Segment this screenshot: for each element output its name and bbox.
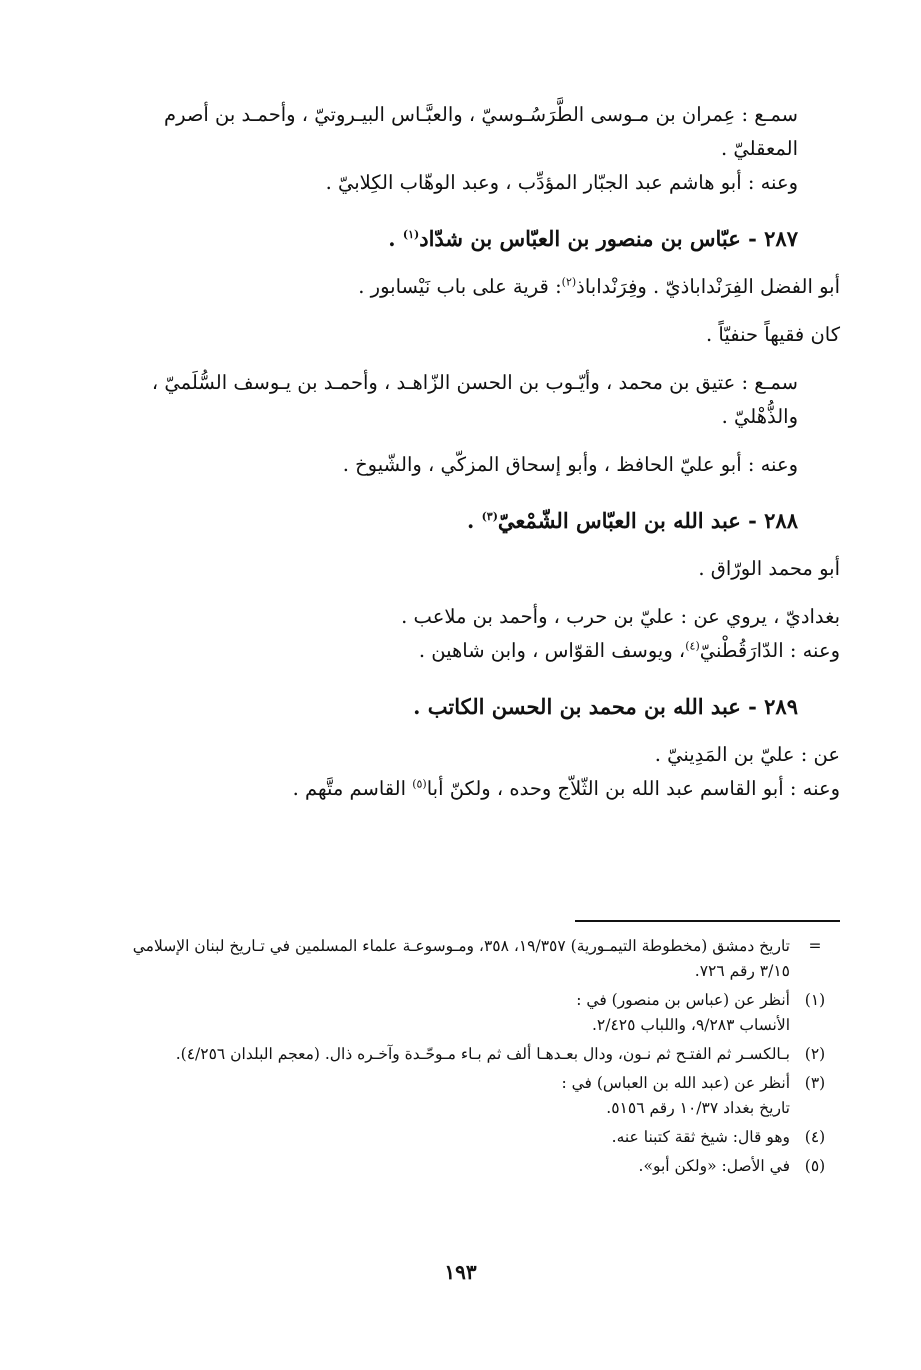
footnote-ref: (١): [402, 228, 420, 241]
entry-heading: ٢٨٩ - عبد الله بن محمد بن الحسن الكاتب .: [413, 694, 798, 719]
footnote: [118, 1042, 840, 1067]
footnotes: [118, 934, 840, 1183]
text-line: سمـع : عِمران بن مـوسى الطَّرَسُـوسيّ ، والعبَّـاس البيـروتيّ ، وأحمـد بن أصرم المعقليّ .: [164, 103, 798, 160]
entry-heading: ٢٨٧ - عبّاس بن منصور بن العبّاس بن شدّاد$^{(١)}$ .: [388, 226, 798, 251]
text-line: بغداديّ ، يروي عن : عليّ بن حرب ، وأحمد بن ملاعب .: [401, 605, 840, 628]
footnote: [118, 1125, 840, 1150]
entry-number: ٢٨٧: [764, 226, 798, 251]
footnote-text: في الأصل: «ولكن أبو».: [638, 1157, 790, 1175]
text-line: عن : عليّ بن المَدِينيّ .: [654, 743, 840, 766]
footnote-ref: (٤): [685, 639, 700, 653]
entry-name: عبّاس بن منصور بن العبّاس بن شدّاد: [419, 226, 741, 251]
page-number: ١٩٣: [444, 1260, 477, 1284]
text-line: وعنه : أبو هاشم عبد الجبّار المؤدِّب ، وعبد الوهّاب الكِلابيّ .: [325, 171, 798, 194]
entry-name: عبد الله بن العبّاس الشّمْعيّ: [497, 508, 741, 533]
footnote-marker: (٣): [804, 1074, 826, 1092]
text-line: كان فقيهاً حنفيّاً .: [706, 323, 840, 346]
entry-heading: ٢٨٨ - عبد الله بن العبّاس الشّمْعيّ$^{(٣)}$ .: [466, 508, 798, 533]
entry-name: عبد الله بن محمد بن الحسن الكاتب: [427, 694, 741, 719]
text-line: أبو الفضل الفِرَنْداباذيّ . وفِرَنْداباذ$^{(٢)}$: قرية على باب نَيْسابور .: [358, 275, 840, 298]
footnote-text: تاريخ دمشق (مخطوطة التيمـورية) ١٩/٣٥٧، ٣٥٨، ومـوسوعـة علماء المسلمين في تـاريخ لبنان الإسلامي ٣/١٥ رقم ٧٢٦.: [132, 937, 790, 980]
footnote-marker: =: [808, 937, 822, 955]
main-text: [118, 98, 840, 806]
footnote-marker: (١): [804, 991, 826, 1009]
text-line: وعنه : أبو القاسم عبد الله بن الثّلاّج وحده ، ولكنّ أبا$^{(٥)}$ القاسم متَّهم .: [292, 777, 840, 800]
footnote-text: وهو قال: شيخ ثقة كتبنا عنه.: [611, 1128, 790, 1146]
footnote-ref: (٣): [481, 510, 498, 523]
footnote: [118, 988, 840, 1038]
footnote-divider: [575, 920, 840, 922]
footnote-marker: (٤): [804, 1128, 826, 1146]
footnote-marker: (٢): [804, 1045, 826, 1063]
footnote-text: أنظر عن (عبد الله بن العباس) في : تاريخ بغداد ١٠/٣٧ رقم ٥١٥٦.: [561, 1074, 790, 1117]
entry-number: ٢٨٩: [764, 694, 798, 719]
footnote: [118, 1071, 840, 1121]
footnote-text: أنظر عن (عباس بن منصور) في : الأنساب ٩/٢٨٣، واللباب ٢/٤٢٥.: [576, 991, 790, 1034]
text-line: وعنه : أبو عليّ الحافظ ، وأبو إسحاق المزكّي ، والشّيوخ .: [342, 453, 798, 476]
footnote-ref: (٥): [412, 777, 427, 791]
footnote-ref: (٢): [561, 275, 577, 289]
text-line: سمـع : عتيق بن محمد ، وأيّـوب بن الحسن الزّاهـد ، وأحمـد بن يـوسف السُّلَميّ ، والذُّهْليّ .: [151, 371, 798, 428]
footnote-marker: (٥): [804, 1157, 826, 1175]
text-line: وعنه : الدّارَقُطْنيّ$^{(٤)}$، ويوسف القوّاس ، وابن شاهين .: [418, 639, 840, 662]
footnote-text: بـالكسـر ثم الفتـح ثم نـون، ودال بعـدهـا ألف ثم بـاء مـوحّـدة وآخـره ذال. (معجم البلدان ٤/٢٥٦).: [175, 1045, 790, 1063]
text-line: أبو محمد الورّاق .: [698, 557, 840, 580]
footnote: [118, 934, 840, 984]
entry-number: ٢٨٨: [764, 508, 798, 533]
footnote: [118, 1154, 840, 1179]
